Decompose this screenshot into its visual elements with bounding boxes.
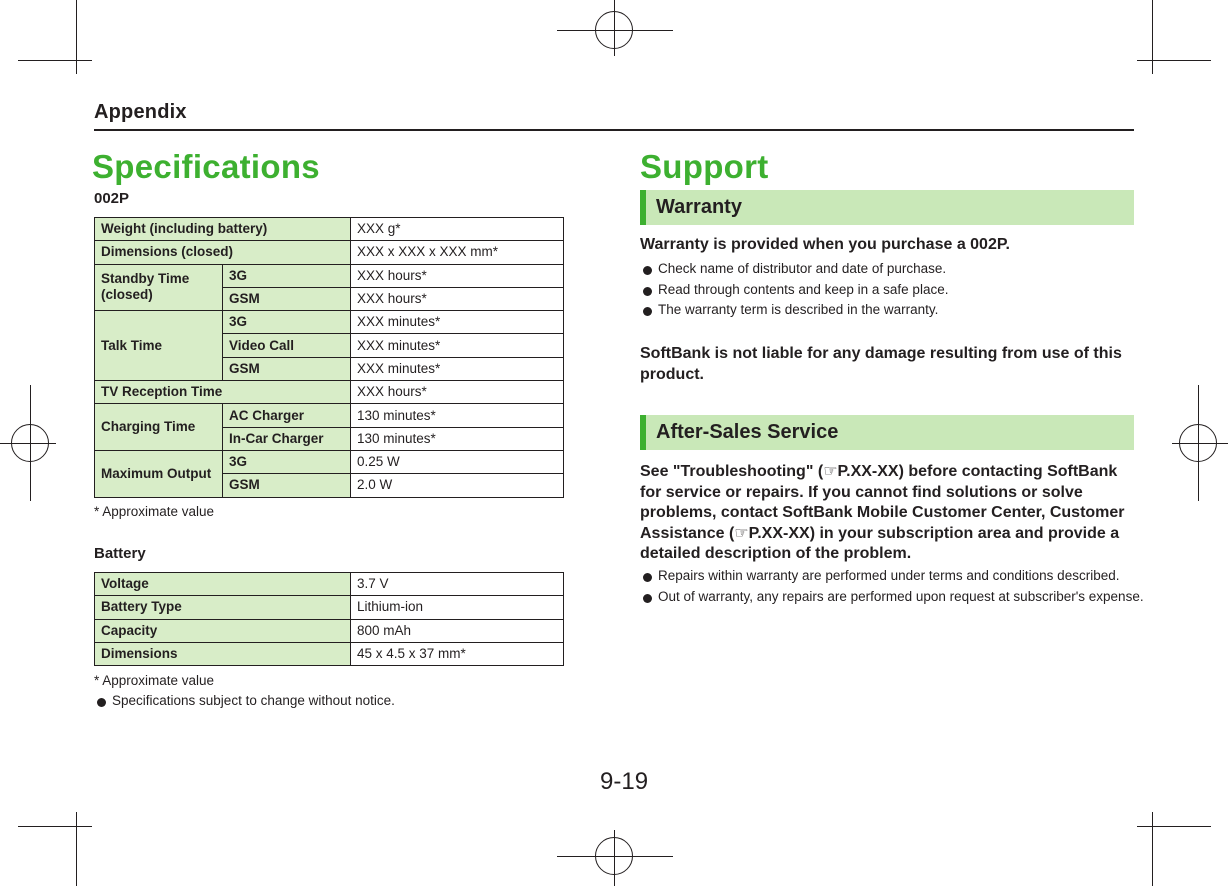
row-value: 130 minutes* [351,427,564,450]
liability-statement: SoftBank is not liable for any damage resulting from use of this product. [640,345,1122,383]
row-value: 2.0 W [351,474,564,497]
row-value: 3.7 V [351,573,564,596]
row-value: Lithium-ion [351,596,564,619]
row-label: TV Reception Time [95,381,351,404]
row-value: XXX hours* [351,287,564,310]
crop-mark [76,812,77,886]
sub-label: GSM [223,287,351,310]
page-reference[interactable]: P.XX-XX [748,524,810,542]
registration-circle [595,837,633,875]
pointing-hand-icon: ☞ [734,524,749,542]
table-row [95,404,564,427]
row-value: XXX x XXX x XXX mm* [351,241,564,264]
row-value: XXX hours* [351,381,564,404]
row-value: 130 minutes* [351,404,564,427]
warranty-heading-bar [640,190,1134,225]
table-row [95,642,564,665]
sub-label: GSM [223,474,351,497]
support-title: Support [640,148,769,185]
page-number: 9-19 [600,768,649,795]
row-value: 800 mAh [351,619,564,642]
after-sales-heading-bar [640,415,1134,450]
crop-mark [1137,826,1211,827]
heading-accent [640,190,646,225]
bullet-item: Specifications subject to change without notice. [96,693,395,708]
sub-label: GSM [223,357,351,380]
model-name: 002P [94,190,130,207]
table-row [95,619,564,642]
row-value: 0.25 W [351,450,564,473]
registration-circle [595,11,633,49]
sub-label: 3G [223,264,351,287]
crop-mark [18,826,92,827]
table-row [95,596,564,619]
bullet-item: Check name of distributor and date of purchase. [642,261,946,276]
after-sales-paragraph [640,462,1134,565]
group-label: Standby Time (closed) [95,264,223,311]
para-text: See "Troubleshooting" ( [640,463,824,480]
row-value: 45 x 4.5 x 37 mm* [351,642,564,665]
table-row [95,450,564,473]
table-row [95,218,564,241]
row-label: Dimensions (closed) [95,241,351,264]
bullet-item: Out of warranty, any repairs are performed upon request at subscriber's expense. [642,589,1144,604]
group-label: Talk Time [95,311,223,381]
registration-circle [1179,424,1217,462]
table-row [95,381,564,404]
sub-label: 3G [223,311,351,334]
section-label: Appendix [94,101,187,123]
bullet-item: Repairs within warranty are performed under terms and conditions described. [642,568,1119,583]
row-value: XXX g* [351,218,564,241]
footnote: * Approximate value [94,673,215,688]
sub-label: In-Car Charger [223,427,351,450]
spec-table [94,217,564,498]
page-title: Specifications [92,148,320,185]
battery-heading: Battery [94,545,146,562]
row-label: Dimensions [95,642,351,665]
crop-mark [1152,812,1153,886]
crop-mark [1152,0,1153,74]
row-value: XXX minutes* [351,311,564,334]
table-row [95,264,564,287]
row-label: Voltage [95,573,351,596]
row-value: XXX minutes* [351,357,564,380]
heading-accent [640,415,646,450]
footnote: * Approximate value [94,504,215,519]
table-row [95,573,564,596]
para-text: ) in your subscription area and provide a detailed description of the problem. [640,524,1120,562]
header-rule [94,129,1134,131]
row-label: Capacity [95,619,351,642]
crop-mark [1137,60,1211,61]
para-text: ) before contacting SoftBank for service or repairs. If you cannot find solutions or solve problems, contact SoftBank Mobile Customer Center, Customer Assistance ( [640,463,1125,542]
row-label: Battery Type [95,596,351,619]
sub-label: AC Charger [223,404,351,427]
battery-table [94,572,564,666]
after-sales-heading: After-Sales Service [656,421,839,443]
page-reference[interactable]: P.XX-XX [837,463,899,480]
row-label: Weight (including battery) [95,218,351,241]
bullet-item: The warranty term is described in the warranty. [642,302,938,317]
table-row [95,241,564,264]
crop-mark [76,0,77,74]
warranty-intro: Warranty is provided when you purchase a 002P. [640,236,1010,253]
crop-mark [18,60,92,61]
sub-label: Video Call [223,334,351,357]
group-label: Maximum Output [95,450,223,497]
table-row [95,311,564,334]
bullet-item: Read through contents and keep in a safe place. [642,282,948,297]
row-value: XXX minutes* [351,334,564,357]
pointing-hand-icon: ☞ [823,463,838,480]
registration-circle [11,424,49,462]
sub-label: 3G [223,450,351,473]
group-label: Charging Time [95,404,223,451]
row-value: XXX hours* [351,264,564,287]
warranty-heading: Warranty [656,196,742,218]
